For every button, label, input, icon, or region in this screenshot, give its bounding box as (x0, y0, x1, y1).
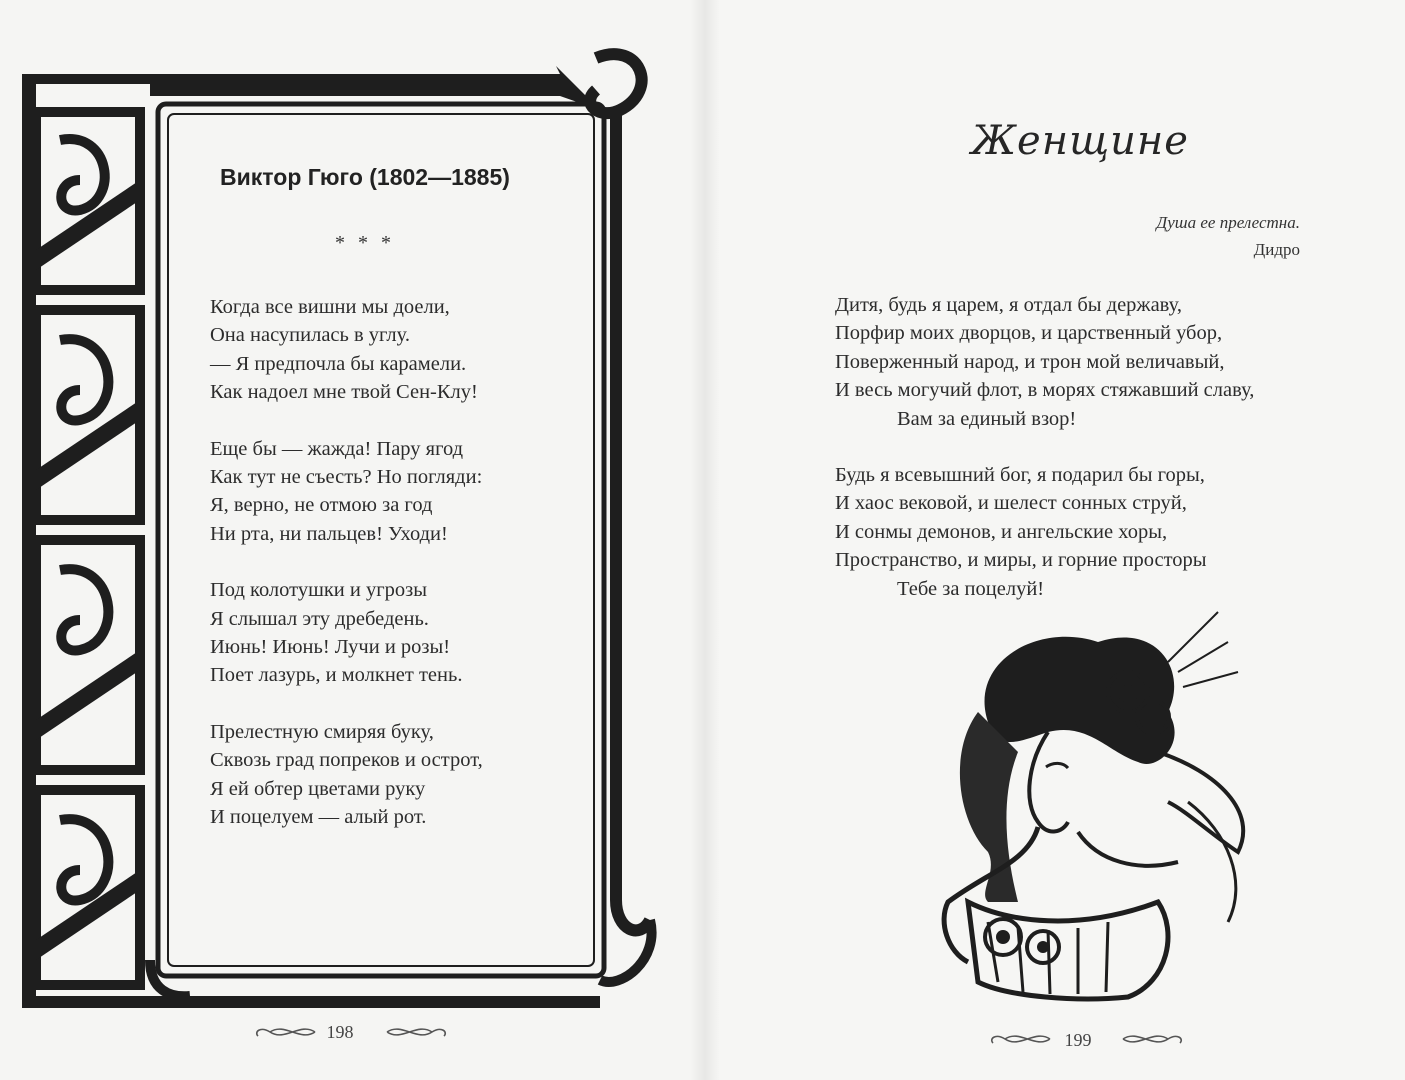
flourish-ornament-icon (1118, 1025, 1188, 1053)
poem-line: Я ей обтер цветами руку (210, 777, 426, 800)
stanza (210, 435, 483, 549)
poem-line: И сонмы демонов, и ангельские хоры, (835, 520, 1168, 543)
poem-line: Я, верно, не отмою за год (210, 494, 433, 517)
poem-line: Пространство, и миры, и горние просторы (835, 549, 1207, 572)
poem-line: Тебе за поцелуй! (897, 577, 1045, 600)
poem-line: И поцелуем — алый рот. (210, 806, 427, 829)
page-number-right: 199 (1064, 1030, 1092, 1050)
poem-line: Ни рта, ни пальцев! Уходи! (210, 522, 448, 545)
poem-line: Июнь! Июнь! Лучи и розы! (210, 636, 451, 659)
epigraph-author: Дидро (1253, 240, 1300, 259)
poem-line: — Я предпочла бы карамели. (210, 352, 467, 375)
stanza (835, 291, 1254, 433)
poem-line: Когда все вишни мы доели, (210, 296, 450, 318)
poem-line: Под колотушки и угрозы (210, 579, 428, 602)
stanza (210, 576, 483, 690)
poem-line: Прелестную смиряя буку, (210, 720, 434, 743)
poem-line: Вам за единый взор! (897, 407, 1077, 430)
poem-line: Как тут не съесть? Но погляди: (210, 466, 483, 489)
poem-line: И весь могучий флот, в морях стяжавший славу, (835, 379, 1255, 402)
poem-line: Я слышал эту дребедень. (210, 607, 429, 630)
stanza (210, 293, 483, 407)
poem-line: Сквозь град попреков и острот, (210, 749, 483, 772)
poem-title: Женщине (971, 118, 1189, 164)
poem-line: Поет лазурь, и молкнет тень. (210, 664, 463, 687)
flourish-ornament-icon (382, 1018, 452, 1046)
poem-left (210, 293, 483, 832)
poem-right (835, 291, 1254, 603)
poem-line: Порфир моих дворцов, и царственный убор, (835, 322, 1223, 345)
poem-line: Как надоел мне твой Сен-Клу! (210, 381, 478, 404)
poem-line: Она насупилась в углу. (210, 324, 410, 347)
stanza (210, 718, 483, 832)
stanza (835, 461, 1254, 603)
poem-line: И хаос вековой, и шелест сонных струй, (835, 492, 1187, 515)
poem-line: Поверженный народ, и трон мой величавый, (835, 350, 1225, 373)
poem-line: Будь я всевышний бог, я подарил бы горы, (835, 464, 1205, 487)
flourish-ornament-icon (985, 1025, 1055, 1053)
section-asterisks: * * * (335, 232, 395, 254)
epigraph: Душа ее прелестна. (1156, 213, 1300, 232)
author-title: Виктор Гюго (1802—1885) (220, 164, 510, 190)
page-number-left: 198 (326, 1022, 354, 1042)
poem-line: Дитя, будь я царем, я отдал бы державу, (835, 294, 1182, 316)
woman-portrait-illustration (928, 602, 1288, 1002)
poem-line: Еще бы — жажда! Пару ягод (210, 437, 464, 460)
